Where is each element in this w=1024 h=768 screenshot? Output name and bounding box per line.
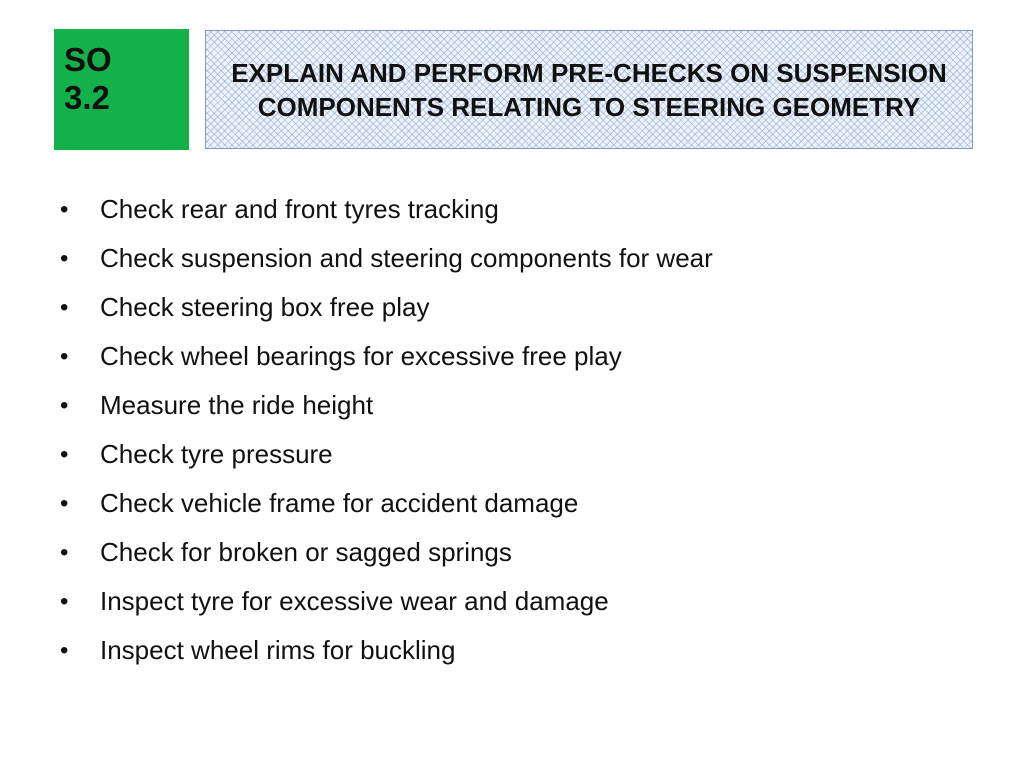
list-item-text: Measure the ride height [100, 390, 374, 420]
list-item [60, 577, 713, 626]
checklist [60, 185, 713, 675]
list-item-text: Check wheel bearings for excessive free play [100, 341, 622, 371]
bullet-icon: • [60, 294, 69, 321]
bullet-icon: • [60, 588, 69, 615]
list-item [60, 528, 713, 577]
list-item [60, 234, 713, 283]
bullet-icon: • [60, 196, 69, 223]
title-banner [205, 30, 973, 149]
bullet-icon: • [60, 441, 69, 468]
list-item [60, 332, 713, 381]
bullet-icon: • [60, 539, 69, 566]
list-item [60, 185, 713, 234]
list-item-text: Check rear and front tyres tracking [100, 194, 499, 224]
bullet-icon: • [60, 245, 69, 272]
list-item-text: Check tyre pressure [100, 439, 333, 469]
list-item-text: Check steering box free play [100, 292, 430, 322]
section-badge-label: SO [64, 41, 112, 78]
list-item [60, 430, 713, 479]
list-item [60, 626, 713, 675]
list-item-text: Inspect wheel rims for buckling [100, 635, 456, 665]
section-badge-number: 3.2 [64, 79, 110, 116]
list-item [60, 283, 713, 332]
list-item-text: Inspect tyre for excessive wear and damage [100, 586, 609, 616]
bullet-icon: • [60, 343, 69, 370]
list-item-text: Check suspension and steering components for wear [100, 243, 713, 273]
bullet-icon: • [60, 637, 69, 664]
slide-title: EXPLAIN AND PERFORM PRE-CHECKS ON SUSPENSION COMPONENTS RELATING TO STEERING GEOMETRY [231, 57, 947, 122]
section-badge [54, 29, 189, 150]
list-item-text: Check vehicle frame for accident damage [100, 488, 579, 518]
list-item-text: Check for broken or sagged springs [100, 537, 512, 567]
list-item [60, 381, 713, 430]
bullet-icon: • [60, 490, 69, 517]
bullet-icon: • [60, 392, 69, 419]
list-item [60, 479, 713, 528]
